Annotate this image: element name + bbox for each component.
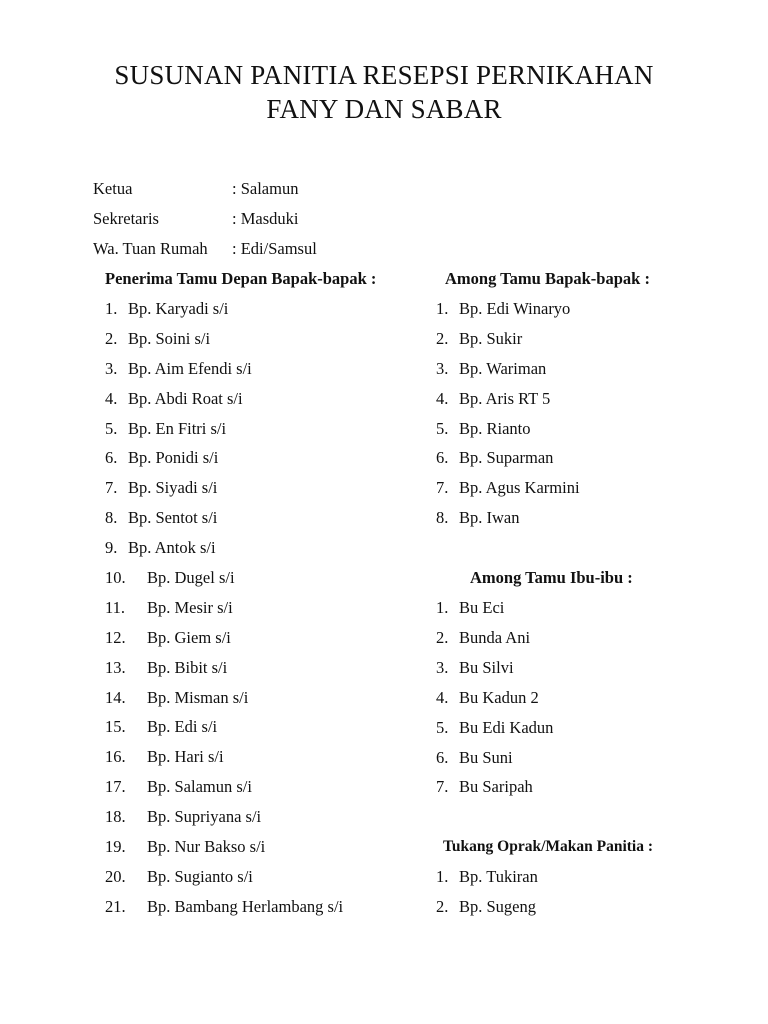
list-item [105,475,376,505]
document-title [0,58,768,126]
list-item-name: Bp. Abdi Roat s/i [128,388,243,408]
list-item [105,804,376,834]
list-item-name: Bp. Wariman [459,358,547,378]
list-item [105,445,376,475]
list-item [436,685,653,715]
list-item [105,326,376,356]
spacer [436,535,653,565]
list-item-name: Bu Edi Kadun [459,717,554,737]
list-item-name: Bu Kadun 2 [459,687,539,707]
right-column [436,266,653,924]
list-item-name: Bp. Agus Karmini [459,478,580,498]
tukang-oprak-heading: Tukang Oprak/Makan Panitia : [443,838,654,856]
list-item [436,595,653,625]
tukang-oprak-list [436,864,653,924]
list-item-number: 17. [105,777,126,797]
list-item-name: Bp. Bibit s/i [147,657,228,677]
list-item-name: Bp. Supriyana s/i [147,807,262,827]
officer-label: Ketua [93,179,133,198]
list-item-number: 1. [436,598,449,618]
list-item-number: 5. [105,418,118,438]
officer-row [93,236,317,266]
list-item-number: 4. [105,388,118,408]
officer-row [93,176,317,206]
list-item [436,475,653,505]
list-item-number: 9. [105,538,118,558]
list-item-name: Bp. En Fitri s/i [128,418,227,438]
officer-label: Wa. Tuan Rumah [93,239,208,258]
list-item-number: 8. [436,508,449,528]
list-item-name: Bp. Salamun s/i [147,777,252,797]
list-item-name: Bp. Sugeng [459,897,537,917]
list-item [436,864,653,894]
list-item-number: 6. [436,448,449,468]
list-item-name: Bp. Hari s/i [147,747,224,767]
list-item-number: 19. [105,837,126,857]
list-item-name: Bunda Ani [459,628,531,648]
list-item-name: Bu Saripah [459,777,533,797]
list-item [436,715,653,745]
list-item [105,625,376,655]
list-item [436,356,653,386]
list-item-name: Bu Silvi [459,657,514,677]
list-item-number: 4. [436,687,449,707]
list-item-name: Bp. Ponidi s/i [128,448,219,468]
list-item-number: 2. [436,897,449,917]
list-item-name: Bp. Siyadi s/i [128,478,218,498]
list-item-name: Bp. Soini s/i [128,328,211,348]
officer-row [93,206,317,236]
list-item-number: 1. [436,299,449,318]
list-item-number: 2. [105,328,118,348]
list-item-name: Bp. Sugianto s/i [147,866,253,886]
list-item-number: 2. [436,328,449,348]
list-item-name: Bp. Iwan [459,508,520,528]
list-item-number: 15. [105,717,126,737]
list-item-number: 1. [105,299,118,318]
list-item [105,505,376,535]
list-item-number: 5. [436,418,449,438]
list-item [436,655,653,685]
list-item [436,894,653,924]
list-item [105,774,376,804]
list-item [105,296,376,326]
list-item-number: 20. [105,866,126,886]
list-item-number: 1. [436,867,449,887]
list-item-number: 8. [105,508,118,528]
list-item [436,326,653,356]
list-item [105,356,376,386]
list-item-number: 16. [105,747,126,767]
list-item [105,655,376,685]
list-item [105,894,376,924]
list-item [436,774,653,804]
list-item-name: Bp. Karyadi s/i [128,299,229,318]
list-item-name: Bp. Sukir [459,328,523,348]
list-item-name: Bp. Misman s/i [147,687,249,707]
title-line-2: FANY DAN SABAR [266,94,502,124]
list-item [105,386,376,416]
spacer [436,804,653,834]
list-item [436,445,653,475]
list-item [105,744,376,774]
list-item [105,416,376,446]
among-tamu-ibu-heading: Among Tamu Ibu-ibu : [470,568,633,588]
list-item-number: 7. [436,777,449,797]
list-item-number: 21. [105,896,126,916]
penerima-tamu-heading: Penerima Tamu Depan Bapak-bapak : [105,269,377,288]
list-item [105,595,376,625]
list-item-name: Bp. Aris RT 5 [459,388,551,408]
among-tamu-bapak-heading: Among Tamu Bapak-bapak : [445,269,650,288]
list-item-number: 13. [105,657,126,677]
list-item [436,416,653,446]
list-item-name: Bp. Aim Efendi s/i [128,358,252,378]
list-item [105,834,376,864]
list-item-name: Bp. Tukiran [459,867,538,887]
list-item-number: 5. [436,717,449,737]
list-item-name: Bp. Bambang Herlambang s/i [147,896,344,916]
list-item-name: Bp. Suparman [459,448,554,468]
list-item-name: Bu Eci [459,598,505,618]
list-item-number: 14. [105,687,126,707]
list-item-name: Bp. Antok s/i [128,538,216,558]
list-item-number: 7. [436,478,449,498]
list-item-number: 10. [105,568,126,588]
list-item-number: 2. [436,628,449,648]
list-item-number: 11. [105,597,126,617]
list-item-name: Bp. Edi s/i [147,717,218,737]
list-item-number: 6. [105,448,118,468]
list-item [436,625,653,655]
penerima-tamu-list [105,296,376,924]
list-item [436,296,653,326]
list-item-number: 4. [436,388,449,408]
list-item-number: 3. [436,358,449,378]
list-item [436,386,653,416]
list-item-name: Bp. Mesir s/i [147,597,233,617]
list-item [105,535,376,565]
title-line-1: SUSUNAN PANITIA RESEPSI PERNIKAHAN [114,60,654,90]
list-item [436,505,653,535]
among-tamu-bapak-list [436,296,653,535]
list-item-number: 7. [105,478,118,498]
officer-value: : Salamun [232,179,299,198]
list-item-name: Bp. Edi Winaryo [459,299,571,318]
list-item [105,685,376,715]
officers-list [93,176,317,266]
among-tamu-ibu-list [436,595,653,804]
list-item-name: Bp. Nur Bakso s/i [147,837,266,857]
list-item [105,714,376,744]
list-item [105,864,376,894]
penerima-tamu-section [105,266,376,924]
list-item-number: 18. [105,807,126,827]
officer-value: : Edi/Samsul [232,239,317,258]
list-item-name: Bu Suni [459,747,513,767]
list-item-number: 12. [105,627,126,647]
list-item-name: Bp. Sentot s/i [128,508,218,528]
list-item-name: Bp. Giem s/i [147,627,231,647]
list-item-number: 3. [105,358,118,378]
list-item-number: 6. [436,747,449,767]
list-item [436,745,653,775]
list-item-name: Bp. Dugel s/i [147,568,235,588]
list-item [105,565,376,595]
officer-label: Sekretaris [93,209,159,228]
list-item-number: 3. [436,657,449,677]
list-item-name: Bp. Rianto [459,418,531,438]
officer-value: : Masduki [232,209,299,228]
